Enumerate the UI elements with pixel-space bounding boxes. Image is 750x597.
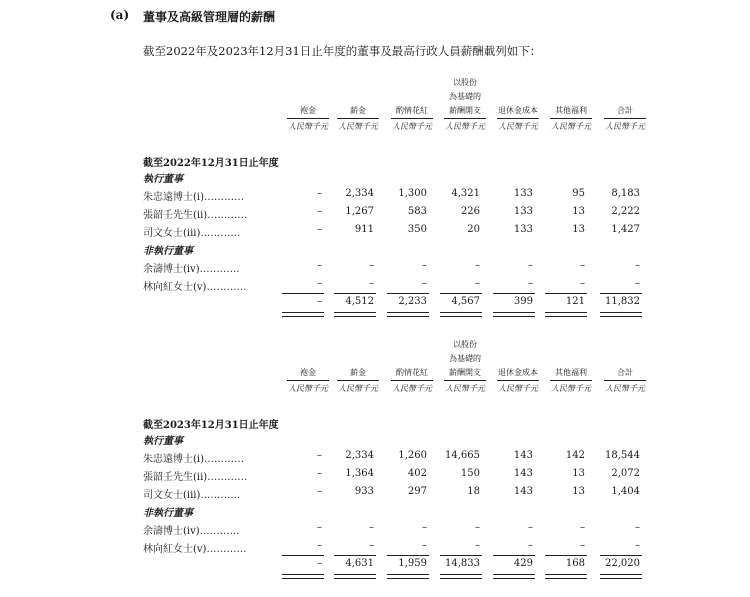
column-header: 合計 [617,368,633,377]
total-rule [493,293,535,294]
table-cell: 150 [460,468,480,479]
group-heading: 非執行董事 [143,246,193,257]
table-cell: – [422,522,427,533]
table-cell: 13 [572,206,585,217]
table-cell: – [317,522,322,533]
total-cell: 2,233 [398,296,427,307]
column-header: 其他福利 [555,368,587,377]
unit-label: 人民幣千元 [445,384,485,393]
table-cell: 297 [407,486,427,497]
double-rule [282,574,324,579]
director-name: 林向紅女士(v)………… [143,544,247,555]
total-rule [334,293,376,294]
director-name: 余濤博士(iv)………… [143,264,240,275]
total-cell: – [317,558,322,569]
director-name: 余濤博士(iv)………… [143,526,240,537]
column-header: 酌情花紅 [396,106,428,115]
unit-label: 人民幣千元 [551,122,591,131]
total-cell: 22,020 [605,558,640,569]
unit-label: 人民幣千元 [288,122,328,131]
table-cell: 2,334 [345,188,374,199]
table-cell: – [317,188,322,199]
total-rule [493,555,535,556]
table-cell: – [422,260,427,271]
table-cell: – [422,540,427,551]
table-cell: 1,300 [398,188,427,199]
column-header: 薪金 [350,368,366,377]
table-cell: – [580,260,585,271]
table-cell: 133 [513,224,533,235]
table-cell: – [369,522,374,533]
section-label: (a) [110,8,130,22]
group-heading: 執行董事 [143,436,183,447]
table-cell: – [317,486,322,497]
unit-label: 人民幣千元 [288,384,328,393]
unit-label: 人民幣千元 [392,122,432,131]
table-cell: – [635,522,640,533]
table-cell: – [528,260,533,271]
table-cell: – [528,278,533,289]
unit-label: 人民幣千元 [392,384,432,393]
table-cell: – [369,260,374,271]
table-cell: 2,072 [611,468,640,479]
column-header: 薪酬開支 [449,106,481,115]
table-cell: 133 [513,206,533,217]
table-cell: 2,334 [345,450,374,461]
unit-label: 人民幣千元 [338,122,378,131]
section-title: 董事及高級管理層的薪酬 [143,10,276,24]
director-name: 張韶壬先生(ii)………… [143,472,248,483]
table-cell: 143 [513,450,533,461]
double-rule [545,312,587,317]
column-header: 以股份 [453,78,477,87]
table-cell: 143 [513,486,533,497]
total-cell: 4,567 [451,296,480,307]
director-name: 朱忠遠博士(i)………… [143,454,245,465]
table-cell: 933 [354,486,374,497]
table-cell: 583 [407,206,427,217]
double-rule [600,574,642,579]
total-cell: 11,832 [605,296,640,307]
period-heading: 截至2023年12月31日止年度 [143,420,279,431]
table-cell: 911 [354,224,374,235]
table-cell: 95 [572,188,585,199]
double-rule [440,574,482,579]
unit-label: 人民幣千元 [498,122,538,131]
table-cell: 143 [513,468,533,479]
double-rule [600,312,642,317]
table-cell: 20 [467,224,480,235]
column-header: 薪酬開支 [449,368,481,377]
table-cell: – [635,278,640,289]
table-cell: – [475,522,480,533]
total-rule [440,293,482,294]
table-cell: – [580,540,585,551]
total-cell: 4,631 [345,558,374,569]
table-cell: 18,544 [605,450,640,461]
unit-label: 人民幣千元 [445,122,485,131]
unit-label: 人民幣千元 [498,384,538,393]
column-header: 其他福利 [555,106,587,115]
column-header: 退休金成本 [498,106,538,115]
total-rule [334,555,376,556]
table-cell: – [369,540,374,551]
table-cell: – [475,540,480,551]
director-name: 司文女士(iii)………… [143,490,241,501]
double-rule [440,312,482,317]
table-cell: 1,404 [611,486,640,497]
column-header: 為基礎的 [449,92,481,101]
total-cell: – [317,296,322,307]
column-header: 合計 [617,106,633,115]
double-rule [334,574,376,579]
column-header: 為基礎的 [449,354,481,363]
table-cell: – [317,224,322,235]
table-cell: – [528,522,533,533]
table-cell: 8,183 [611,188,640,199]
total-cell: 1,959 [398,558,427,569]
table-cell: – [635,540,640,551]
group-heading: 非執行董事 [143,508,193,519]
unit-label: 人民幣千元 [605,122,645,131]
total-rule [282,555,324,556]
total-rule [387,555,429,556]
table-cell: 133 [513,188,533,199]
total-rule [440,555,482,556]
column-header: 袍金 [300,368,316,377]
table-cell: – [317,206,322,217]
total-rule [545,555,587,556]
table-cell: – [580,522,585,533]
table-cell: – [317,450,322,461]
director-name: 張韶壬先生(ii)………… [143,210,248,221]
director-name: 朱忠遠博士(i)………… [143,192,245,203]
period-heading: 截至2022年12月31日止年度 [143,158,279,169]
director-name: 林向紅女士(v)………… [143,282,247,293]
total-cell: 429 [513,558,533,569]
total-cell: 399 [513,296,533,307]
table-cell: 4,321 [451,188,480,199]
table-cell: – [422,278,427,289]
double-rule [545,574,587,579]
unit-label: 人民幣千元 [605,384,645,393]
total-cell: 121 [565,296,585,307]
table-cell: 18 [467,486,480,497]
double-rule [387,574,429,579]
table-cell: 350 [407,224,427,235]
unit-label: 人民幣千元 [551,384,591,393]
table-cell: 402 [407,468,427,479]
intro-text: 截至2022年及2023年12月31日止年度的董事及最高行政人員薪酬載列如下： [143,44,542,58]
double-rule [282,312,324,317]
table-cell: – [635,260,640,271]
double-rule [493,312,535,317]
double-rule [387,312,429,317]
table-cell: 14,665 [445,450,480,461]
total-rule [545,293,587,294]
table-cell: 1,267 [345,206,374,217]
double-rule [334,312,376,317]
group-heading: 執行董事 [143,174,183,185]
total-cell: 168 [565,558,585,569]
table-cell: – [369,278,374,289]
table-cell: – [528,540,533,551]
column-header: 酌情花紅 [396,368,428,377]
table-cell: 226 [460,206,480,217]
table-cell: 1,364 [345,468,374,479]
table-cell: 13 [572,468,585,479]
total-rule [600,555,642,556]
table-cell: 142 [565,450,585,461]
table-cell: 13 [572,224,585,235]
director-name: 司文女士(iii)………… [143,228,241,239]
table-cell: 13 [572,486,585,497]
unit-label: 人民幣千元 [338,384,378,393]
table-cell: – [317,260,322,271]
total-rule [282,293,324,294]
column-header: 薪金 [350,106,366,115]
table-cell: – [317,540,322,551]
total-cell: 4,512 [345,296,374,307]
table-cell: – [475,278,480,289]
column-header: 以股份 [453,340,477,349]
double-rule [493,574,535,579]
table-cell: 1,427 [611,224,640,235]
total-cell: 14,833 [445,558,480,569]
total-rule [387,293,429,294]
column-header: 退休金成本 [498,368,538,377]
table-cell: – [317,278,322,289]
table-cell: – [317,468,322,479]
total-rule [600,293,642,294]
table-cell: – [475,260,480,271]
table-cell: – [580,278,585,289]
column-header: 袍金 [300,106,316,115]
table-cell: 1,260 [398,450,427,461]
table-cell: 2,222 [611,206,640,217]
